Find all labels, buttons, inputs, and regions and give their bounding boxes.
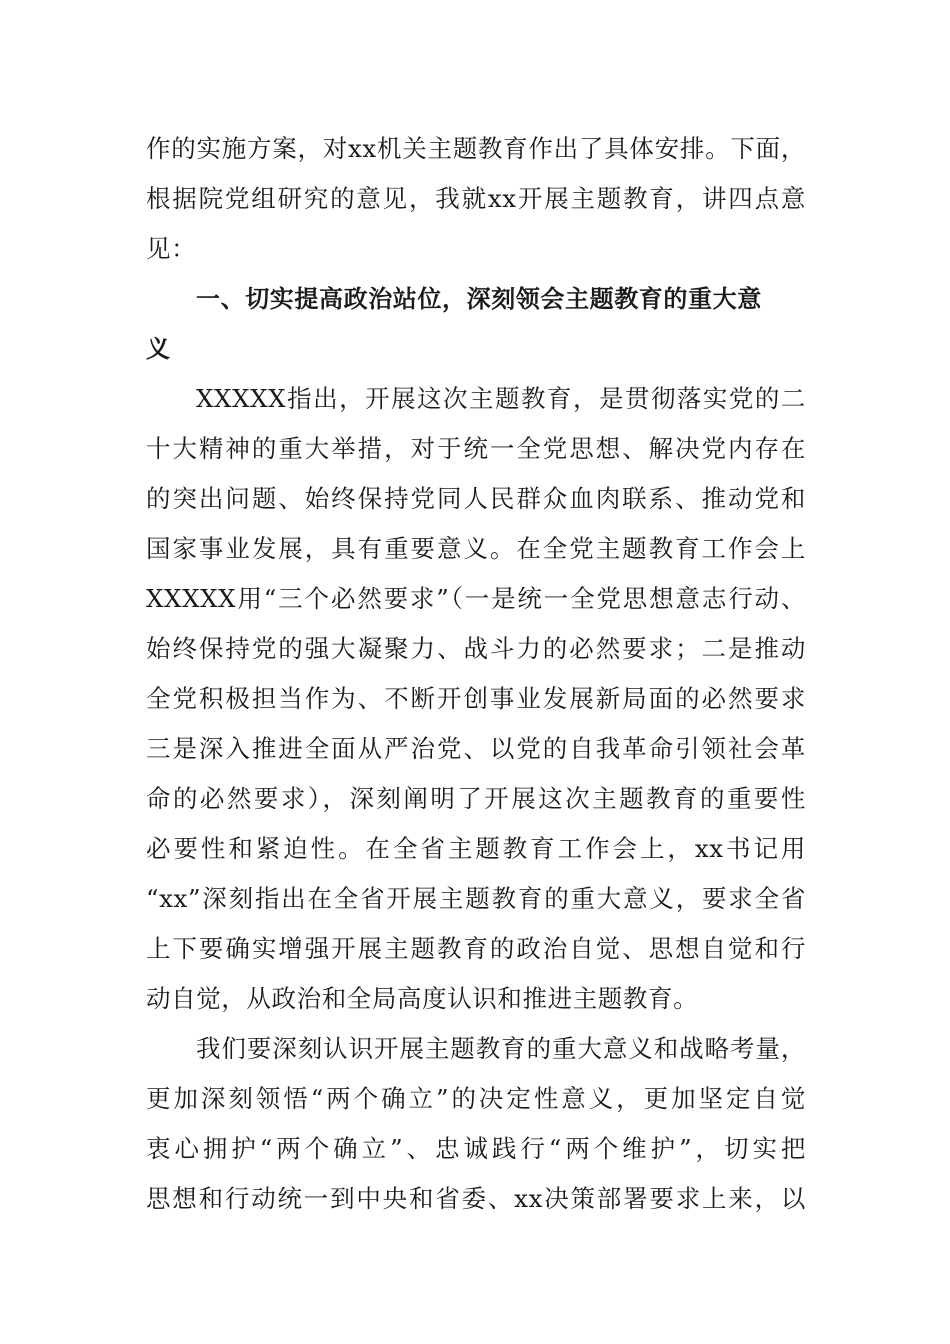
text-line: 衷心拥护“两个确立”、忠诚践行“两个维护”，切实把 xyxy=(146,1134,806,1163)
text-line: 作的实施方案，对xx机关主题教育作出了具体安排。下面， xyxy=(146,134,806,163)
text-line: 三是深入推进全面从严治党、以党的自我革命引领社会革 xyxy=(146,734,806,763)
text-line: 动自觉，从政治和全局高度认识和推进主题教育。 xyxy=(146,984,699,1013)
text-line: 命的必然要求），深刻阐明了开展这次主题教育的重要性 xyxy=(146,784,806,813)
text-line: 的突出问题、始终保持党同人民群众血肉联系、推动党和 xyxy=(146,484,806,513)
heading-line: 一、切实提高政治站位，深刻领会主题教育的重大意 xyxy=(196,285,762,313)
text-line: 见： xyxy=(146,234,197,263)
section-heading xyxy=(146,274,806,374)
body-paragraph-1 xyxy=(146,374,806,1024)
text-line: XXXXX用“三个必然要求”（一是统一全党思想意志行动、 xyxy=(146,584,806,613)
text-line: 思想和行动统一到中央和省委、xx决策部署要求上来，以 xyxy=(146,1184,806,1213)
text-line: 根据院党组研究的意见，我就xx开展主题教育，讲四点意 xyxy=(146,184,806,213)
text-line: 更加深刻领悟“两个确立”的决定性意义，更加坚定自觉 xyxy=(146,1084,806,1113)
body-paragraph-2 xyxy=(146,1024,806,1224)
text-line: 我们要深刻认识开展主题教育的重大意义和战略考量， xyxy=(196,1034,806,1063)
text-line: 十大精神的重大举措，对于统一全党思想、解决党内存在 xyxy=(146,434,806,463)
text-line: 始终保持党的强大凝聚力、战斗力的必然要求；二是推动 xyxy=(146,634,806,663)
text-line: XXXXX指出，开展这次主题教育，是贯彻落实党的二 xyxy=(196,384,806,413)
text-line: 全党积极担当作为、不断开创事业发展新局面的必然要求 xyxy=(146,684,806,713)
intro-paragraph xyxy=(146,124,806,274)
document-body xyxy=(146,124,806,1224)
text-line: 必要性和紧迫性。在全省主题教育工作会上，xx书记用 xyxy=(146,834,806,863)
heading-line: 义 xyxy=(146,335,171,363)
text-line: 上下要确实增强开展主题教育的政治自觉、思想自觉和行 xyxy=(146,934,806,963)
text-line: 国家事业发展，具有重要意义。在全党主题教育工作会上 xyxy=(146,534,806,563)
text-line: “xx”深刻指出在全省开展主题教育的重大意义，要求全省 xyxy=(146,884,806,913)
